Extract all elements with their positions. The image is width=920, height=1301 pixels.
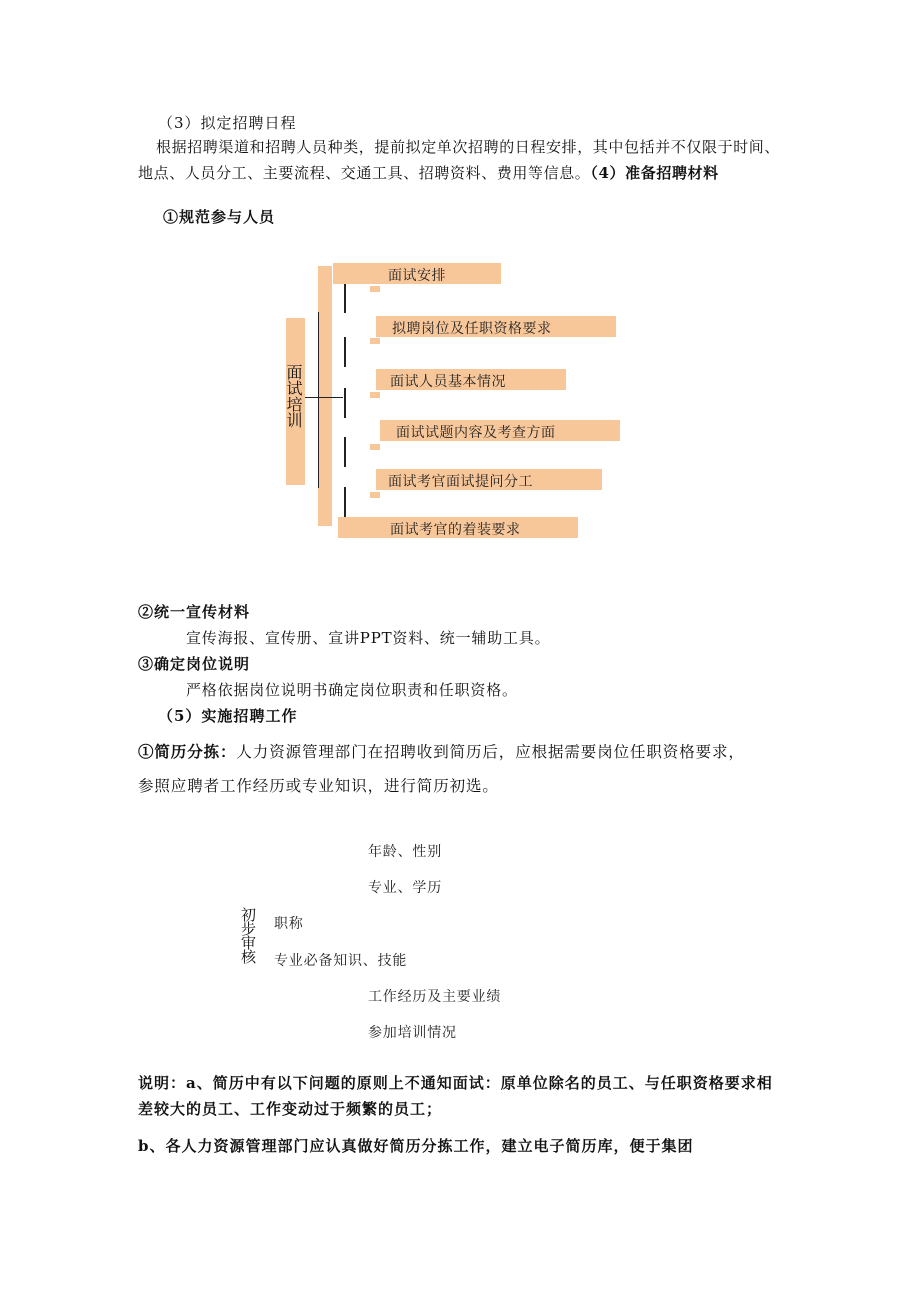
item-1-label: ①规范参与人员 [163,208,276,226]
item-2-body: 宣传海报、宣传册、宣讲PPT资料、统一辅助工具。 [186,629,551,647]
section-3-body-text: 根据招聘渠道和招聘人员种类，提前拟定单次招聘的日程安排，其中包括并不仅限于时间、地点、人员分工、主要流程、交通工具、招聘资料、费用等信息。 [138,138,781,182]
diagram-branch-label: 拟聘岗位及任职资格要求 [392,321,552,337]
diagram-bracket-segment [344,337,346,367]
review-root-label: 初步审核 [239,907,257,963]
section-3-body [138,134,783,186]
diagram-connector [370,286,380,292]
diagram-bracket-segment [344,487,346,517]
review-item: 专业必备知识、技能 [274,953,408,969]
review-item: 职称 [274,916,304,932]
diagram-connector [370,492,380,498]
diagram-bracket-segment [344,388,346,418]
resume-line-2: 参照应聘者工作经历或专业知识，进行简历初选。 [138,777,499,795]
review-item: 参加培训情况 [368,1025,457,1041]
diagram-trunk-line [318,312,319,488]
diagram-branch-label: 面试考官面试提问分工 [388,474,533,490]
diagram-bracket-segment [344,437,346,467]
note-b: b、各人力资源管理部门应认真做好简历分拣工作，建立电子简历库，便于集团 [138,1137,694,1155]
resume-label: ①简历分拣： [138,742,237,761]
section-4-heading: （4）准备招聘材料 [590,164,719,182]
diagram-bracket-segment [344,283,346,313]
resume-body-1: 人力资源管理部门在招聘收到简历后，应根据需要岗位任职资格要求， [236,743,745,761]
diagram-connector [370,392,380,398]
section-3-heading: （3）拟定招聘日程 [158,114,297,132]
review-item: 专业、学历 [368,880,442,896]
diagram-root-label: 面试培训 [284,364,303,428]
item-3-body: 严格依据岗位说明书确定岗位职责和任职资格。 [186,681,518,699]
review-item: 工作经历及主要业绩 [368,989,502,1005]
diagram-root-connector [305,397,343,398]
diagram-connector [370,338,380,344]
diagram-trunk-fill [318,266,332,526]
resume-line-1 [138,740,745,762]
item-2-label: ②统一宣传材料 [138,603,251,621]
diagram-branch-label: 面试试题内容及考查方面 [396,425,556,441]
item-3-label: ③确定岗位说明 [138,655,251,673]
review-item: 年龄、性别 [368,844,442,860]
note-a: 说明：a、简历中有以下问题的原则上不通知面试：原单位除名的员工、与任职资格要求相差较大的员工、工作变动过于频繁的员工； [138,1074,773,1118]
diagram-branch-label: 面试考官的着装要求 [390,522,521,538]
section-5-heading: （5）实施招聘工作 [158,707,298,725]
diagram-branch-label: 面试人员基本情况 [390,374,506,390]
diagram-branch-label: 面试安排 [388,268,446,284]
diagram-connector [370,444,380,450]
